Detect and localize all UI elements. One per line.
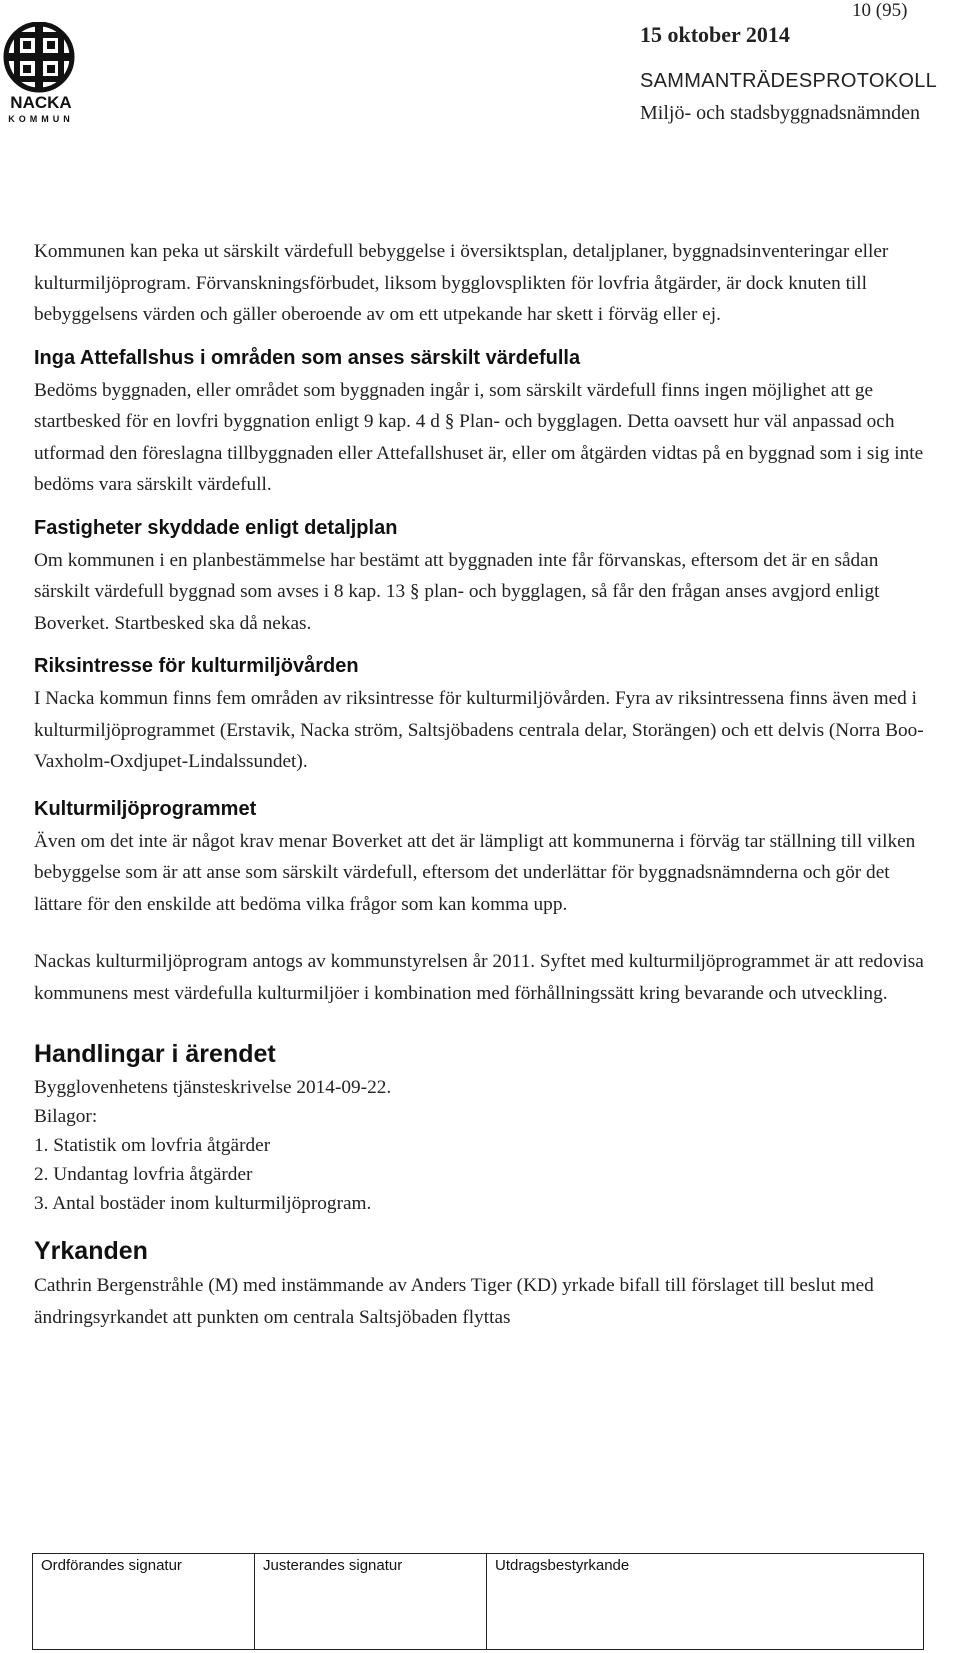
kulturmiljo-paragraph-2: Nackas kulturmiljöprogram antogs av kommunstyrelsen år 2011. Syftet med kulturmiljöprogrammet är att redovisa kommunens mest värdefulla kulturmiljöer i kombination med förhållningssätt kring bevarande och utveckling. (34, 951, 924, 1004)
logo-subtitle: KOMMUN (8, 114, 74, 124)
yrkanden-heading: Yrkanden (34, 1237, 148, 1265)
signature-chair-label: Ordförandes signatur (41, 1557, 182, 1574)
signature-chair (33, 1554, 255, 1650)
list-item: Bilagor: (34, 1106, 98, 1127)
list-item: 1. Statistik om lovfria åtgärder (34, 1135, 271, 1156)
handlingar-heading: Handlingar i ärendet (34, 1040, 276, 1068)
handlingar-list (34, 1073, 924, 1218)
page-number: 10 (95) (852, 0, 908, 21)
yrkanden-paragraph: Cathrin Bergenstråhle (M) med instämmande av Anders Tiger (KD) yrkade bifall till förslaget till beslut med ändringsyrkandet att punkten om centrala Saltsjöbaden flyttas (34, 1275, 874, 1328)
logo-name: NACKA (10, 93, 72, 112)
list-item: 2. Undantag lovfria åtgärder (34, 1164, 253, 1185)
fastigheter-heading: Fastigheter skyddade enligt detaljplan (34, 516, 398, 539)
signature-table (32, 1553, 924, 1650)
signature-extract-label: Utdragsbestyrkande (495, 1557, 630, 1574)
kulturmiljo-paragraph-1: Även om det inte är något krav menar Boverket att det är lämpligt att kommunerna i förväg tar ställning till vilken bebyggelse som är att anse som särskilt värdefull, eftersom det underlättar för byggnadsnämnderna och gör det lättare för den enskilde att bedöma vilka frågor som kan komma upp. (34, 830, 916, 915)
kulturmiljo-heading: Kulturmiljöprogrammet (34, 797, 257, 820)
signature-adjuster (255, 1554, 487, 1650)
board-name: Miljö- och stadsbyggnadsnämnden (640, 102, 920, 124)
signature-adjuster-label: Justerandes signatur (263, 1557, 403, 1574)
nacka-kommun-logo (2, 22, 76, 128)
nacka-emblem-icon (2, 22, 76, 94)
list-item: 3. Antal bostäder inom kulturmiljöprogram. (34, 1193, 372, 1214)
riksintresse-heading: Riksintresse för kulturmiljövården (34, 655, 359, 677)
riksintresse-paragraph: I Nacka kommun finns fem områden av riksintresse för kulturmiljövården. Fyra av riksintressena finns även med i kulturmiljöprogrammet (Erstavik, Nacka ström, Saltsjöbadens centrala delar, Storängen) och ett delvis (Norra Boo-Vaxholm-Oxdjupet-Lindalssundet). (34, 688, 924, 772)
signature-extract (487, 1554, 924, 1650)
list-item: Bygglovenhetens tjänsteskrivelse 2014-09-22. (34, 1077, 392, 1098)
attefall-paragraph: Bedöms byggnaden, eller området som byggnaden ingår i, som särskilt värdefull finns ingen möjlighet att ge startbesked för en lovfri byggnation enligt 9 kap. 4 d § Plan- och bygglagen. Detta oavsett hur väl anpassad och utformad den föreslagna tillbyggnaden eller Attefallshuset är, eller om åtgärden vidtas på en byggnad som i sig inte bedöms vara särskilt värdefull. (34, 379, 924, 495)
document-type: SAMMANTRÄDESPROTOKOLL (640, 70, 938, 92)
attefall-heading: Inga Attefallshus i områden som anses särskilt värdefulla (34, 346, 581, 369)
fastigheter-paragraph: Om kommunen i en planbestämmelse har bestämt att byggnaden inte får förvanskas, eftersom det är en sådan särskilt värdefull byggnad som avses i 8 kap. 13 § plan- och bygglagen, så får den frågan anses avgjord enligt Boverket. Startbesked ska då nekas. (34, 549, 880, 634)
document-body (34, 236, 924, 1333)
intro-paragraph: Kommunen kan peka ut särskilt värdefull bebyggelse i översiktsplan, detaljplaner, byggnadsinventeringar eller kulturmiljöprogram. Förvanskningsförbudet, liksom bygglovsplikten för lovfria åtgärder, är dock knuten till bebyggelsens värden och gäller oberoende av om ett utpekande har skett i förväg eller ej. (34, 241, 889, 325)
meeting-date: 15 oktober 2014 (640, 22, 790, 47)
